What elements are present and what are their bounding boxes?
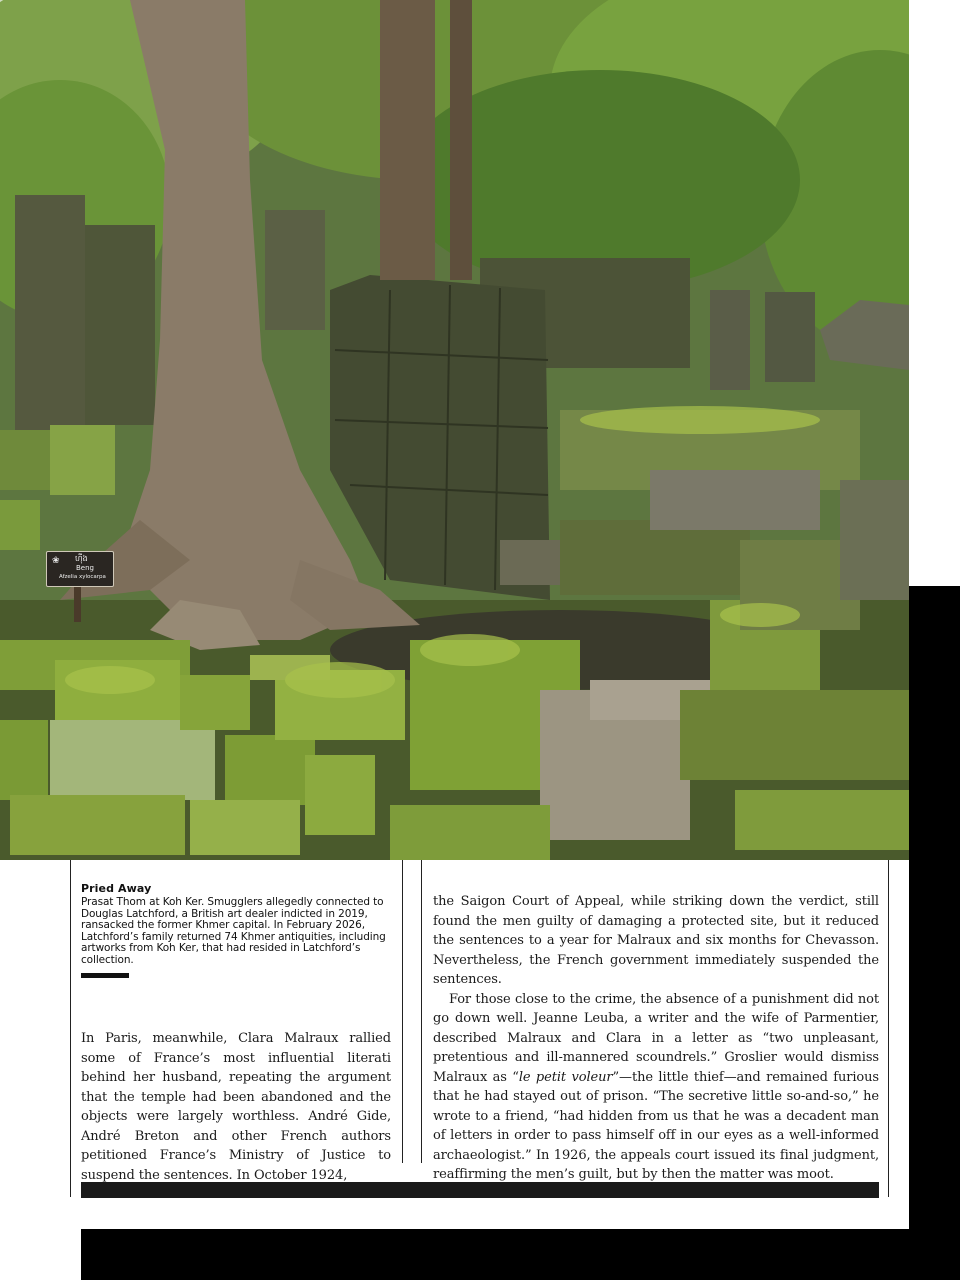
article-body-left: In Paris, meanwhile, Clara Malraux rallied some of France’s most influential literati behind her husband, repeating the argument that the temple had been abandoned and the objects were largely worthless. André Gide, André Breton and other French authors petitioned France’s Ministry of Justice to suspend the sentences. In October 1924, <box>81 1031 391 1183</box>
article-body-right <box>433 892 879 1185</box>
column-rule-center-right <box>421 860 422 1163</box>
footer-bar <box>81 1182 879 1198</box>
tree-sign-khmer: ហ៊ីង <box>75 554 88 563</box>
tree-sign <box>46 551 114 587</box>
paragraph-reaction-part2: ”—the little thief—and remained furious that he had stayed out of prison. “The secretive little so-and-so,” he wrote to a friend, “had hidden from us that he was a decadent man of letters in order to pass himself off in our eyes as a well-informed archaeologist.” In 1926, the appeals court issued its final judgment, reaffirming the men’s guilt, but by then the matter was moot. <box>433 1069 879 1182</box>
tree-sign-emblem-icon: ❀ <box>52 556 60 566</box>
tree-sign-name: Beng <box>76 564 94 572</box>
column-rule-left <box>70 860 71 1197</box>
italic-phrase: le petit voleur <box>518 1069 613 1085</box>
caption-text: Prasat Thom at Koh Ker. Smugglers allegedly connected to Douglas Latchford, a British art dealer indicted in 2019, ransacked the former Khmer capital. In February 2026, Latchford’s family returned 74 Khmer antiquities, including artworks from Koh Ker, that had resided in Latchford’s collection. <box>81 896 386 966</box>
tree-sign-species: Afzelia xylocarpa <box>59 574 106 580</box>
caption-title: Pried Away <box>81 882 152 895</box>
paragraph-court-appeal: the Saigon Court of Appeal, while striking down the verdict, still found the men guilty of damaging a protected site, but it reduced the sentences to a year for Malraux and six months for Chevasson. Nevertheless, the French government immediately suspended the sentences. <box>433 894 879 987</box>
paragraph-reaction-part1: For those close to the crime, the absence of a punishment did not go down well. Jeanne Leuba, a writer and the wife of Parmentier, described Malraux and Clara in a letter as “two unpleasant, pretentious and ill-mannered scoundrels.” Groslier would dismiss Malraux as “ <box>433 991 879 1085</box>
paragraph-reaction <box>433 990 879 1185</box>
caption-rule <box>81 973 129 978</box>
column-rule-center-left <box>402 860 403 1163</box>
column-rule-right <box>888 860 889 1197</box>
photo-caption <box>81 882 391 978</box>
sign-post <box>74 586 81 622</box>
page-edge-black <box>909 586 960 1280</box>
page-edge-bottom <box>81 1229 960 1280</box>
